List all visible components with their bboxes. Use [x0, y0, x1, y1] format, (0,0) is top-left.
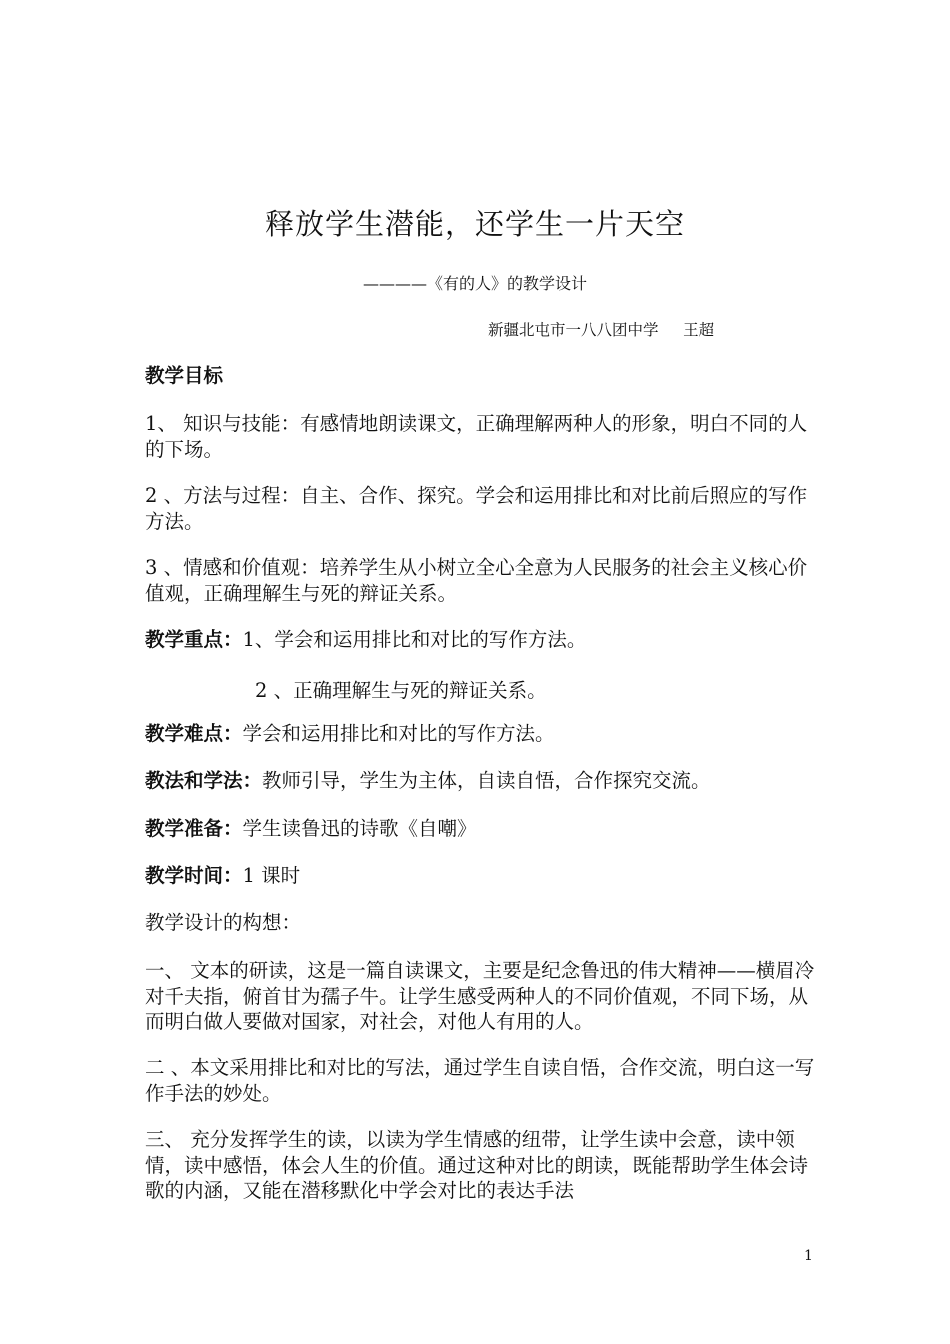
method-label: 教法和学法：: [145, 769, 263, 792]
difficulty: [145, 721, 815, 747]
key-points: [145, 627, 815, 653]
key-points-label: 教学重点：: [145, 628, 243, 651]
method: [145, 768, 815, 794]
time-label: 教学时间：: [145, 864, 243, 887]
key-point-2: 2 、正确理解生与死的辩证关系。: [255, 679, 547, 702]
prep-text: 学生读鲁迅的诗歌《自嘲》: [242, 817, 477, 840]
goals-heading: 教学目标: [145, 364, 224, 387]
subtitle: ————《有的人》的教学设计: [362, 274, 587, 293]
difficulty-label: 教学难点：: [145, 722, 243, 745]
page-title: 释放学生潜能，还学生一片天空: [264, 207, 685, 241]
goal-3: 3 、情感和价值观：培养学生从小树立全心全意为人民服务的社会主义核心价值观，正确理解生与死的辩证关系。: [145, 556, 808, 605]
goal-2: 2 、方法与过程：自主、合作、探究。学会和运用排比和对比前后照应的写作方法。: [145, 484, 808, 533]
author-line: 新疆北屯市一八八团中学 王超: [488, 321, 715, 339]
concept-1: 一、 文本的研读，这是一篇自读课文，主要是纪念鲁迅的伟大精神——横眉冷对千夫指，俯首甘为孺子牛。让学生感受两种人的不同价值观，不同下场，从而明白做人要做对国家，对社会，对他人有用的人。: [145, 959, 815, 1033]
page-number: 1: [804, 1248, 813, 1264]
prep-label: 教学准备：: [145, 817, 243, 840]
preparation: [145, 816, 815, 842]
concept-heading: 教学设计的构想：: [145, 911, 302, 934]
concept-3: 三、 充分发挥学生的读，以读为学生情感的纽带，让学生读中会意，读中领情，读中感悟，体会人生的价值。通过这种对比的朗读，既能帮助学生体会诗歌的内涵，又能在潜移默化中学会对比的表达手法: [145, 1128, 809, 1202]
method-text: 教师引导，学生为主体，自读自悟，合作探究交流。: [262, 769, 711, 792]
goal-1: 1、 知识与技能：有感情地朗读课文，正确理解两种人的形象，明白不同的人的下场。: [145, 412, 808, 461]
difficulty-text: 学会和运用排比和对比的写作方法。: [242, 722, 555, 745]
time-text: 1 课时: [242, 864, 301, 887]
teaching-time: [145, 863, 815, 889]
concept-2: 二 、本文采用排比和对比的写法，通过学生自读自悟，合作交流，明白这一写作手法的妙处。: [145, 1056, 815, 1105]
key-point-1: 1、学会和运用排比和对比的写作方法。: [242, 628, 587, 651]
